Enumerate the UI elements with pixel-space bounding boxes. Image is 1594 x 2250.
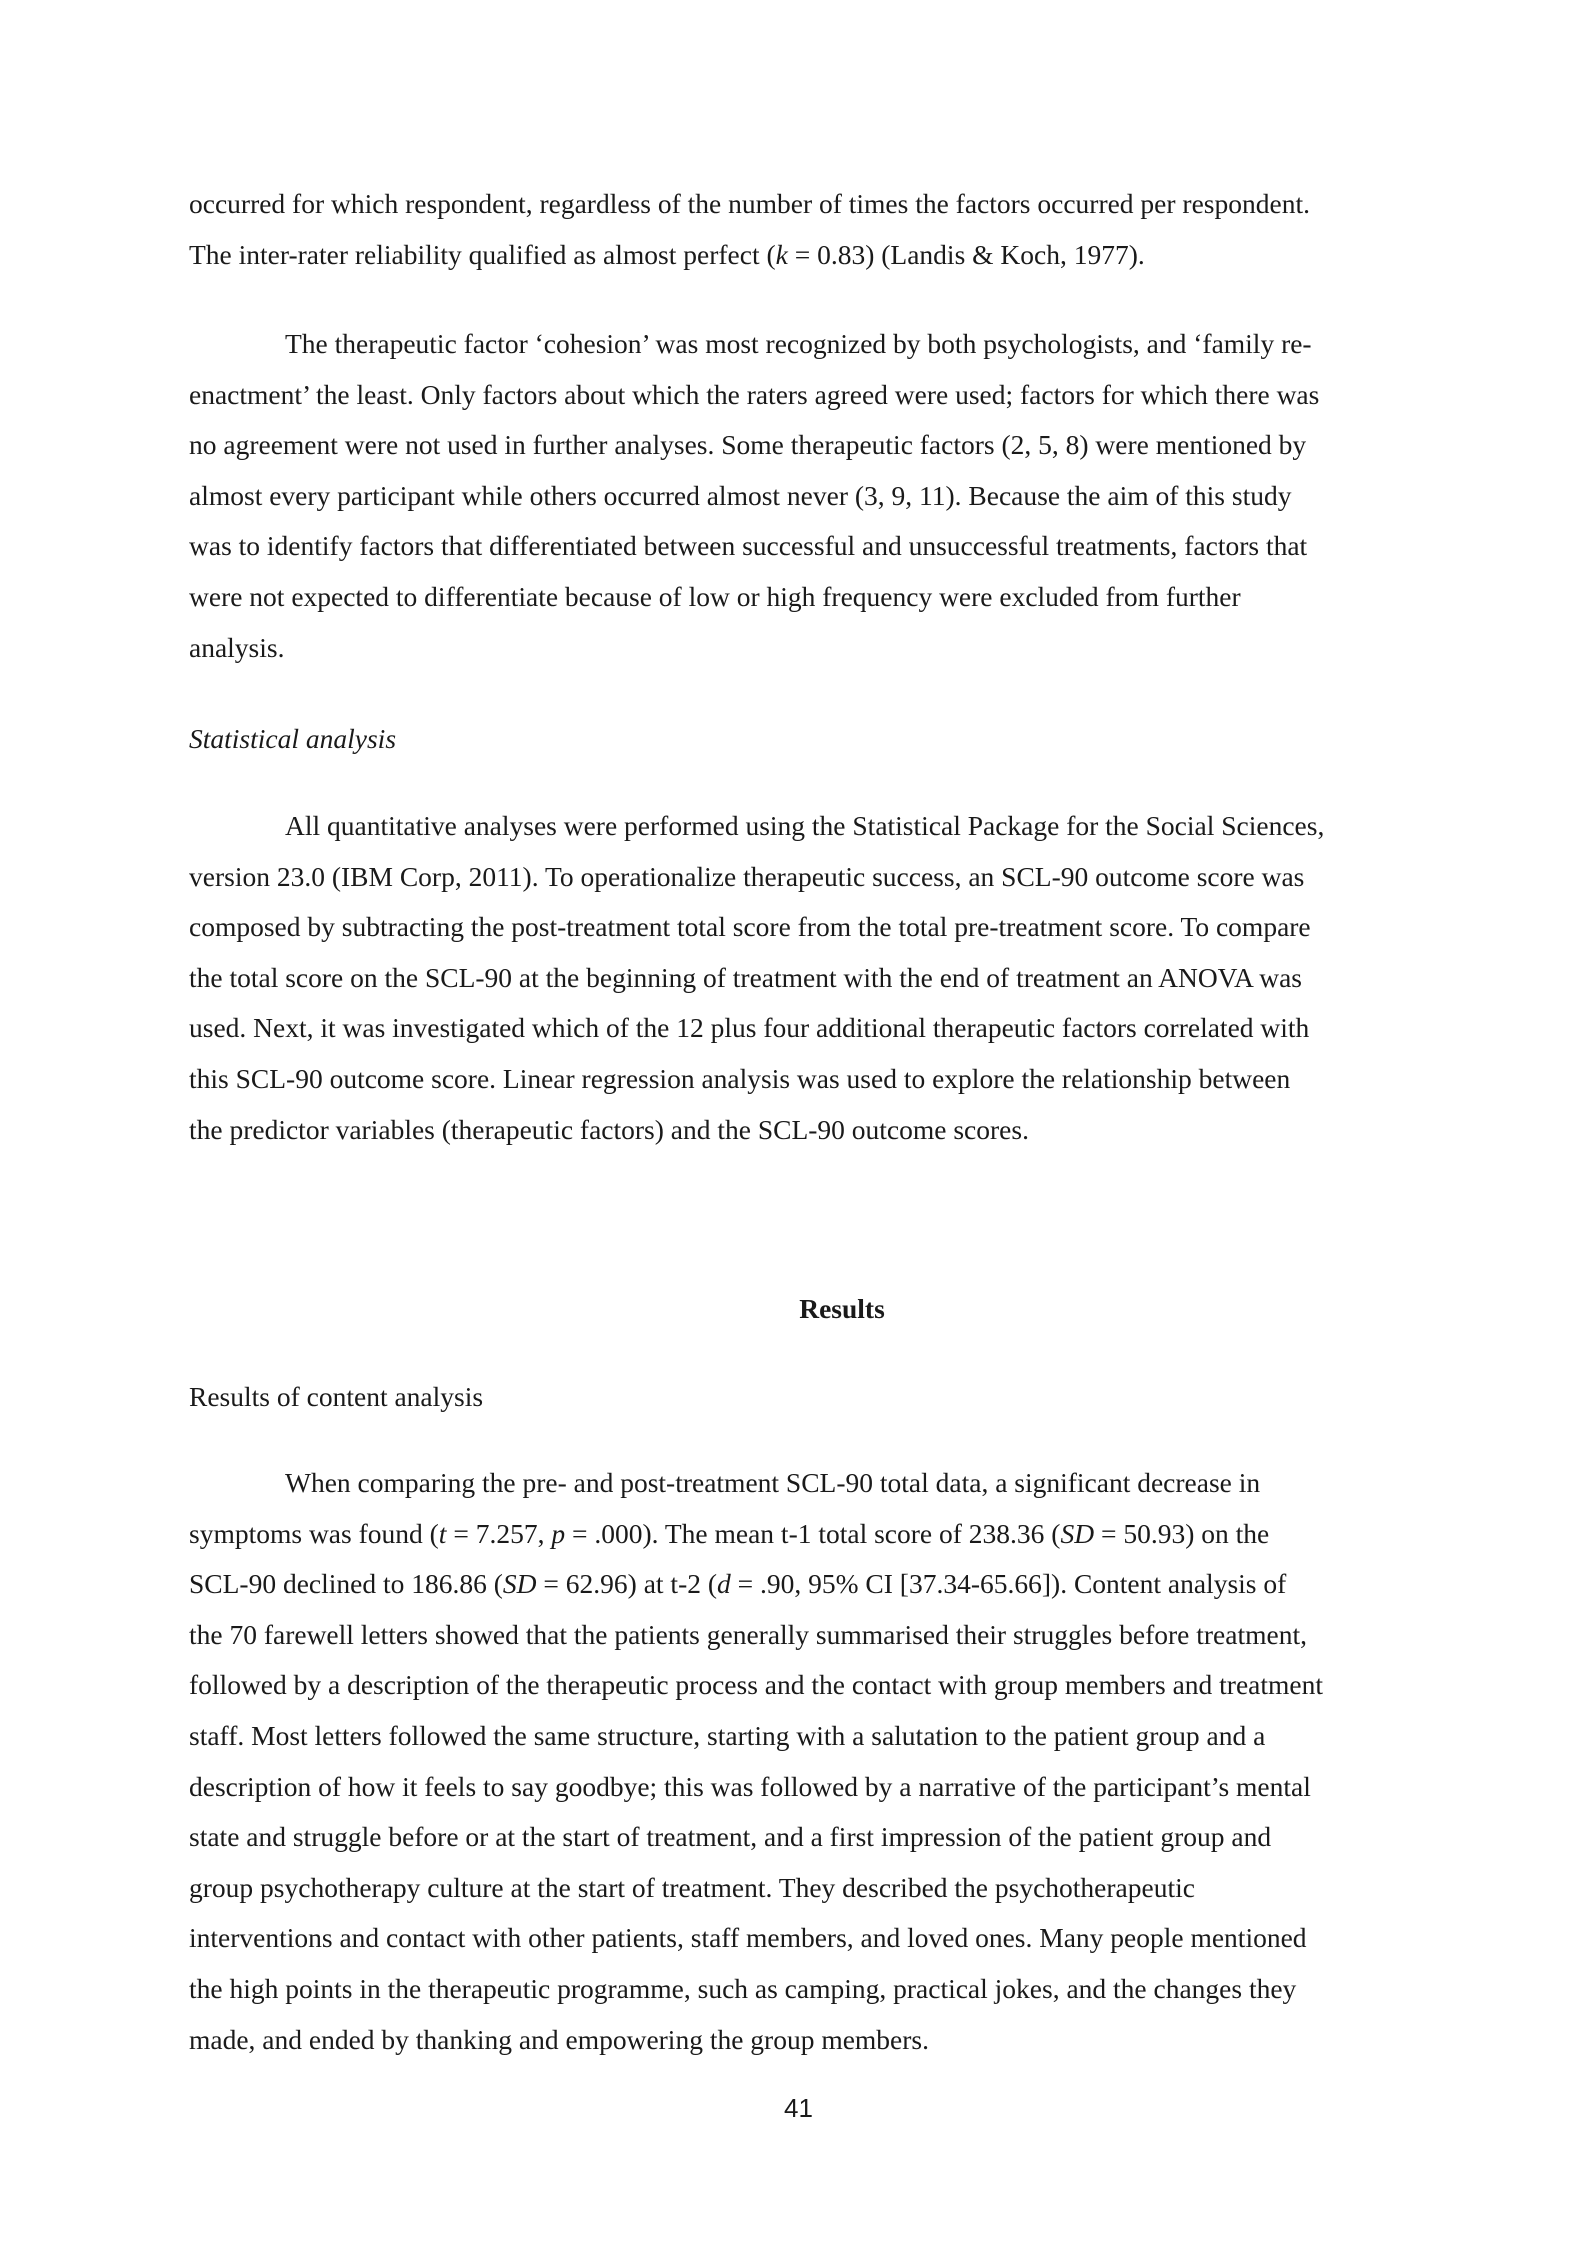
- text-line: All quantitative analyses were performed using the Statistical Package for the Social Sciences,: [285, 810, 1325, 841]
- paragraph-statistical-analysis: [189, 801, 1414, 1155]
- text-line: the predictor variables (therapeutic factors) and the SCL-90 outcome scores.: [189, 1113, 1029, 1145]
- text-line: this SCL-90 outcome score. Linear regression analysis was used to explore the relationship between: [189, 1062, 1291, 1094]
- text-line: description of how it feels to say goodbye; this was followed by a narrative of the participant’s mental: [189, 1770, 1311, 1802]
- section-heading-results: Results: [799, 1293, 885, 1324]
- text-line: The inter-rater reliability qualified as almost perfect (k = 0.83) (Landis & Koch, 1977).: [189, 238, 1145, 270]
- text-line: the 70 farewell letters showed that the patients generally summarised their struggles before treatment,: [189, 1618, 1307, 1650]
- text-line: used. Next, it was investigated which of the 12 plus four additional therapeutic factors correlated with: [189, 1012, 1310, 1044]
- text-line: staff. Most letters followed the same structure, starting with a salutation to the patient group and a: [189, 1719, 1266, 1751]
- subheading-statistical-analysis: Statistical analysis: [189, 723, 397, 754]
- text-line: state and struggle before or at the start of treatment, and a first impression of the patient group and: [189, 1821, 1272, 1853]
- paragraph-results: [189, 1458, 1414, 2065]
- paragraph-therapeutic-factors: [189, 319, 1414, 673]
- text-line: made, and ended by thanking and empowering the group members.: [189, 2023, 930, 2055]
- text-line: the high points in the therapeutic programme, such as camping, practical jokes, and the changes they: [189, 1972, 1297, 2004]
- text-line: were not expected to differentiate because of low or high frequency were excluded from further: [189, 580, 1241, 612]
- page-number: 41: [784, 2093, 813, 2123]
- subheading-results-content-analysis: Results of content analysis: [189, 1381, 484, 1412]
- text-line: group psychotherapy culture at the start of treatment. They described the psychotherapeutic: [189, 1871, 1195, 1903]
- text-line: the total score on the SCL-90 at the beginning of treatment with the end of treatment an ANOVA was: [189, 961, 1302, 993]
- text-line: almost every participant while others occurred almost never (3, 9, 11). Because the aim of this study: [189, 479, 1292, 511]
- text-line: analysis.: [189, 631, 285, 663]
- text-line: When comparing the pre- and post-treatment SCL-90 total data, a significant decrease in: [285, 1467, 1261, 1498]
- text-line: enactment’ the least. Only factors about which the raters agreed were used; factors for which there was: [189, 378, 1320, 410]
- text-line: version 23.0 (IBM Corp, 2011). To operationalize therapeutic success, an SCL-90 outcome score was: [189, 860, 1305, 892]
- text-line: composed by subtracting the post-treatment total score from the total pre-treatment score. To compare: [189, 911, 1311, 943]
- text-line: followed by a description of the therapeutic process and the contact with group members and treatment: [189, 1669, 1323, 1701]
- text-line: was to identify factors that differentiated between successful and unsuccessful treatments, factors that: [189, 530, 1308, 562]
- text-line: symptoms was found (t = 7.257, p = .000). The mean t-1 total score of 238.36 (SD = 50.93) on the: [189, 1517, 1270, 1549]
- text-line: occurred for which respondent, regardless of the number of times the factors occurred per respondent.: [189, 188, 1310, 219]
- text-line: The therapeutic factor ‘cohesion’ was most recognized by both psychologists, and ‘family re-: [285, 328, 1312, 359]
- text-line: no agreement were not used in further analyses. Some therapeutic factors (2, 5, 8) were mentioned by: [189, 429, 1307, 461]
- text-line: interventions and contact with other patients, staff members, and loved ones. Many people mentioned: [189, 1922, 1307, 1954]
- paragraph-continuation: [189, 179, 1414, 280]
- text-line: SCL-90 declined to 186.86 (SD = 62.96) at t-2 (d = .90, 95% CI [37.34-65.66]). Content analysis of: [189, 1568, 1287, 1600]
